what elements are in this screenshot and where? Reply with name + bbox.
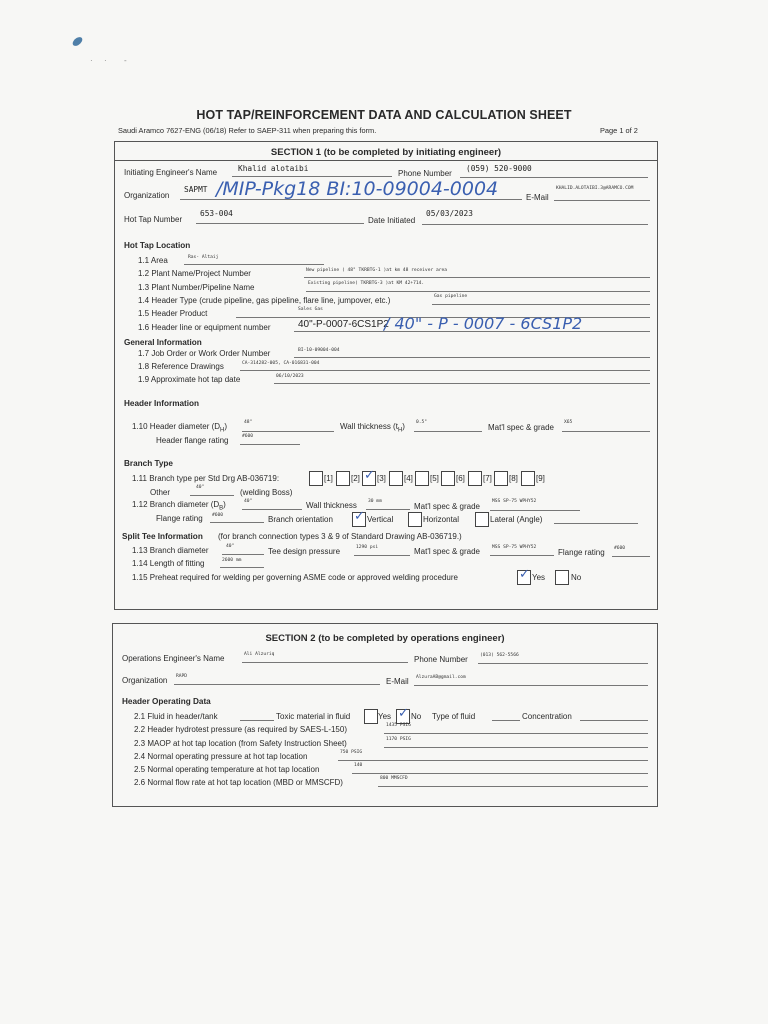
other-line xyxy=(190,495,234,496)
horizontal-checkbox[interactable] xyxy=(408,512,422,527)
ops-org-field[interactable]: RAPD xyxy=(176,674,188,679)
maop-field[interactable]: 1170 PSIG xyxy=(386,737,411,742)
fluid-label: 2.1 Fluid in header/tank xyxy=(134,712,218,721)
ops-org-label: Organization xyxy=(122,676,168,685)
branch-type-8-label: [8] xyxy=(509,474,518,483)
tee-pressure-label: Tee design pressure xyxy=(268,547,341,556)
matl-spec-label: Mat'l spec & grade xyxy=(488,423,555,432)
preheat-label: 1.15 Preheat required for welding per governing ASME code or approved welding procedure xyxy=(132,573,458,582)
date-initiated-line xyxy=(422,224,648,225)
engineer-field[interactable]: Khalid alotaibi xyxy=(238,164,309,173)
branch-type-5-checkbox[interactable] xyxy=(415,471,429,486)
split-flange-label: Flange rating xyxy=(558,548,605,557)
split-diameter-line xyxy=(222,554,264,555)
preheat-no-checkbox[interactable] xyxy=(555,570,569,585)
matl-spec-line xyxy=(562,431,650,432)
other-label: Other xyxy=(150,488,171,497)
tee-pressure-field[interactable]: 1290 psi xyxy=(356,545,379,550)
branch-type-1-label: [1] xyxy=(324,474,333,483)
area-line xyxy=(184,264,324,265)
branch-type-4-checkbox[interactable] xyxy=(389,471,403,486)
branch-diameter-label: 1.12 Branch diameter $(D_B)$ xyxy=(132,500,226,512)
ops-email-line xyxy=(414,685,648,686)
lateral-line xyxy=(554,523,638,524)
branch-flange-line xyxy=(210,522,264,523)
split-matl-field[interactable]: MSS SP-75 WPHY52 xyxy=(492,545,537,550)
tee-pressure-line xyxy=(354,555,410,556)
checkmark-icon: ✓ xyxy=(519,567,530,582)
fluid-type-label: Type of fluid xyxy=(432,712,476,721)
branch-type-9-label: [9] xyxy=(536,474,545,483)
op-temperature-field[interactable]: 140 xyxy=(354,763,363,768)
ops-email-field[interactable]: AlzuraAB@gmail.com xyxy=(416,675,466,680)
branch-type-5-label: [5] xyxy=(430,474,439,483)
branch-type-6-label: [6] xyxy=(456,474,465,483)
ops-engineer-field[interactable]: Ali Alzuriq xyxy=(244,652,275,657)
toxic-no-checkbox[interactable] xyxy=(396,706,410,724)
branch-matl-label: Mat'l spec & grade xyxy=(414,502,481,511)
hydrotest-field[interactable]: 1435 PSIG xyxy=(386,723,411,728)
form-subtitle: Saudi Aramco 7627-ENG (06/18) Refer to SAEP-311 when preparing this form. xyxy=(118,126,377,135)
horizontal-label: Horizontal xyxy=(423,515,460,524)
header-line-field[interactable]: 40"-P-0007-6CS1P2 xyxy=(298,319,389,330)
job-order-line xyxy=(294,357,650,358)
date-initiated-field[interactable]: 05/03/2023 xyxy=(426,209,473,218)
plant-name-field[interactable]: New pipeline ( 48" TKRBTG-1 )at km 48 receiver area xyxy=(306,268,448,273)
concentration-line xyxy=(580,720,648,721)
branch-type-3-checkbox[interactable] xyxy=(362,468,376,486)
email-field[interactable]: KHALID.ALOTAIBI.3@ARAMCO.COM xyxy=(556,186,634,191)
split-flange-field[interactable]: #600 xyxy=(614,546,626,551)
hottap-location-heading: Hot Tap Location xyxy=(124,241,191,250)
branch-type-4-label: [4] xyxy=(404,474,413,483)
toxic-yes-checkbox[interactable] xyxy=(364,709,378,724)
branch-type-1-checkbox[interactable] xyxy=(309,471,323,486)
organization-label: Organization xyxy=(124,191,170,200)
wall-thickness-line xyxy=(414,431,482,432)
op-pressure-label: 2.4 Normal operating pressure at hot tap location xyxy=(134,752,308,761)
pipeline-name-line xyxy=(306,291,650,292)
area-label: 1.1 Area xyxy=(138,256,168,265)
ops-engineer-line xyxy=(242,662,408,663)
split-matl-line xyxy=(490,555,554,556)
ops-org-line xyxy=(174,684,380,685)
header-line-handwritten: / 40" - P - 0007 - 6CS1P2 xyxy=(384,314,583,333)
op-temperature-line xyxy=(352,773,648,774)
header-type-label: 1.4 Header Type (crude pipeline, gas pipeline, flare line, jumpover, etc.) xyxy=(138,296,391,305)
branch-wall-line xyxy=(366,509,410,510)
preheat-yes-label: Yes xyxy=(532,573,546,582)
ops-phone-label: Phone Number xyxy=(414,655,468,664)
dot-mark: · xyxy=(90,56,93,65)
operating-data-heading: Header Operating Data xyxy=(122,697,211,706)
header-flange-label: Header flange rating xyxy=(156,436,229,445)
header-diameter-label: 1.10 Header diameter $(D_H)$ xyxy=(132,422,228,434)
flow-rate-label: 2.6 Normal flow rate at hot tap location (MBD or MMSCFD) xyxy=(134,778,343,787)
hottap-date-label: 1.9 Approximate hot tap date xyxy=(138,375,241,384)
lateral-checkbox[interactable] xyxy=(475,512,489,527)
email-label: E-Mail xyxy=(526,193,549,202)
matl-spec-field[interactable]: X65 xyxy=(564,420,573,425)
branch-wall-label: Wall thickness xyxy=(306,501,357,510)
flow-rate-field[interactable]: 800 MMSCFD xyxy=(380,776,408,781)
header-product-label: 1.5 Header Product xyxy=(138,309,208,318)
branch-type-heading: Branch Type xyxy=(124,459,173,468)
split-tee-note: (for branch connection types 3 & 9 of Standard Drawing AB-036719.) xyxy=(218,532,462,541)
hottap-date-field[interactable]: 06/10/2023 xyxy=(276,374,304,379)
dot-mark: - xyxy=(124,56,127,65)
email-line xyxy=(554,200,650,201)
split-matl-label: Mat'l spec & grade xyxy=(414,547,481,556)
maop-label: 2.3 MAOP at hot tap location (from Safety Instruction Sheet) xyxy=(134,739,347,748)
split-diameter-field[interactable]: 40" xyxy=(226,544,235,549)
fitting-length-label: 1.14 Length of fitting xyxy=(132,559,205,568)
pipeline-name-field[interactable]: Existing pipeline( TKRBTG-3 )at KM 42+714. xyxy=(308,281,425,286)
plant-name-label: 1.2 Plant Name/Project Number xyxy=(138,269,251,278)
maop-line xyxy=(384,747,648,748)
branch-orientation-label: Branch orientation xyxy=(268,515,333,524)
pipeline-name-label: 1.3 Plant Number/Pipeline Name xyxy=(138,283,255,292)
lateral-label: Lateral (Angle) xyxy=(490,515,543,524)
header-type-line xyxy=(432,304,650,305)
checkmark-icon: ✓ xyxy=(398,706,409,721)
branch-type-8-checkbox[interactable] xyxy=(494,471,508,486)
branch-flange-label: Flange rating xyxy=(156,514,203,523)
branch-type-6-checkbox[interactable] xyxy=(441,471,455,486)
wall-thickness-field[interactable]: 0.5" xyxy=(416,420,428,425)
vertical-checkbox[interactable] xyxy=(352,509,366,527)
op-pressure-field[interactable]: 750 PSIG xyxy=(340,750,363,755)
header-flange-field[interactable]: #600 xyxy=(242,434,254,439)
organization-field[interactable]: SAPMT xyxy=(184,185,208,194)
fitting-length-line xyxy=(220,567,264,568)
ops-engineer-label: Operations Engineer's Name xyxy=(122,654,225,663)
branch-type-label: 1.11 Branch type per Std Drg AB-036719: xyxy=(132,474,280,483)
vertical-label: Vertical xyxy=(367,515,394,524)
branch-wall-field[interactable]: 30 mm xyxy=(368,499,382,504)
branch-type-2-label: [2] xyxy=(351,474,360,483)
ref-drawings-label: 1.8 Reference Drawings xyxy=(138,362,224,371)
ref-drawings-line xyxy=(240,370,650,371)
section-1-title: SECTION 1 (to be completed by initiating engineer) xyxy=(270,147,502,158)
header-diameter-field[interactable]: 48" xyxy=(244,420,253,425)
branch-type-3-label: [3] xyxy=(377,474,386,483)
toxic-label: Toxic material in fluid xyxy=(276,712,351,721)
ops-email-label: E-Mail xyxy=(386,677,409,686)
wall-thickness-label: Wall thickness $(t_H)$ xyxy=(340,422,405,434)
engineer-label: Initiating Engineer's Name xyxy=(124,168,218,177)
checkmark-icon: ✓ xyxy=(364,468,375,483)
concentration-label: Concentration xyxy=(522,712,572,721)
op-temperature-label: 2.5 Normal operating temperature at hot tap location xyxy=(134,765,320,774)
ops-phone-field[interactable]: (013) 562-5566 xyxy=(480,653,519,658)
header-flange-line xyxy=(240,444,300,445)
branch-type-9-checkbox[interactable] xyxy=(521,471,535,486)
hydrotest-label: 2.2 Header hydrotest pressure (as required by SAES-L-150) xyxy=(134,725,347,734)
page-number: Page 1 of 2 xyxy=(600,126,638,135)
header-type-field[interactable]: Gas pipeline xyxy=(434,294,468,299)
plant-name-line xyxy=(304,277,650,278)
fitting-length-field[interactable]: 2600 mm xyxy=(222,558,242,563)
ops-phone-line xyxy=(478,663,648,664)
preheat-no-label: No xyxy=(571,573,582,582)
general-info-heading: General Information xyxy=(124,338,202,347)
engineer-line xyxy=(232,176,392,177)
branch-diameter-line xyxy=(242,509,302,510)
hottap-date-line xyxy=(274,383,650,384)
preheat-yes-checkbox[interactable] xyxy=(517,567,531,585)
fluid-line xyxy=(240,720,274,721)
phone-label: Phone Number xyxy=(398,169,452,178)
hottap-number-line xyxy=(196,223,364,224)
job-order-field[interactable]: BI-10-09004-004 xyxy=(298,348,340,353)
fluid-type-line xyxy=(492,720,520,721)
op-pressure-line xyxy=(338,760,648,761)
split-flange-line xyxy=(612,556,650,557)
branch-matl-field[interactable]: MSS SP-75 WPHY52 xyxy=(492,499,537,504)
branch-diameter-field[interactable]: 40" xyxy=(244,499,253,504)
flow-rate-line xyxy=(378,786,648,787)
branch-type-7-label: [7] xyxy=(483,474,492,483)
hottap-number-label: Hot Tap Number xyxy=(124,215,183,224)
toxic-no-label: No xyxy=(411,712,422,721)
job-order-label: 1.7 Job Order or Work Order Number xyxy=(138,349,271,358)
branch-matl-line xyxy=(490,510,580,511)
form-title: HOT TAP/REINFORCEMENT DATA AND CALCULATION SHEET xyxy=(196,108,572,122)
checkmark-icon: ✓ xyxy=(354,509,365,524)
header-product-field[interactable]: Sales Gas xyxy=(298,307,323,312)
header-info-heading: Header Information xyxy=(124,399,200,408)
ink-mark xyxy=(71,36,84,48)
toxic-yes-label: Yes xyxy=(378,712,392,721)
other-field[interactable]: 40" xyxy=(196,485,205,490)
phone-field[interactable]: (059) 520-9000 xyxy=(466,164,532,173)
section-2-title: SECTION 2 (to be completed by operations engineer) xyxy=(265,633,505,644)
branch-flange-field[interactable]: #600 xyxy=(212,513,224,518)
ref-drawings-field[interactable]: CA-314282-005, CA-016831-004 xyxy=(242,361,320,366)
header-diameter-line xyxy=(242,431,334,432)
other-note: (welding Boss) xyxy=(240,488,293,497)
section-1-divider xyxy=(115,160,657,161)
dot-mark: · xyxy=(104,56,107,65)
branch-type-2-checkbox[interactable] xyxy=(336,471,350,486)
hydrotest-line xyxy=(384,733,648,734)
area-field[interactable]: Ras- Altaij xyxy=(188,255,219,260)
header-line-label: 1.6 Header line or equipment number xyxy=(138,323,271,332)
split-tee-heading: Split Tee Information xyxy=(122,532,203,541)
organization-handwritten: /MIP-Pkg18 BI:10-09004-0004 xyxy=(216,178,499,200)
hottap-number-field[interactable]: 653-004 xyxy=(200,209,233,218)
date-initiated-label: Date Initiated xyxy=(368,216,416,225)
split-diameter-label: 1.13 Branch diameter xyxy=(132,546,209,555)
branch-type-7-checkbox[interactable] xyxy=(468,471,482,486)
